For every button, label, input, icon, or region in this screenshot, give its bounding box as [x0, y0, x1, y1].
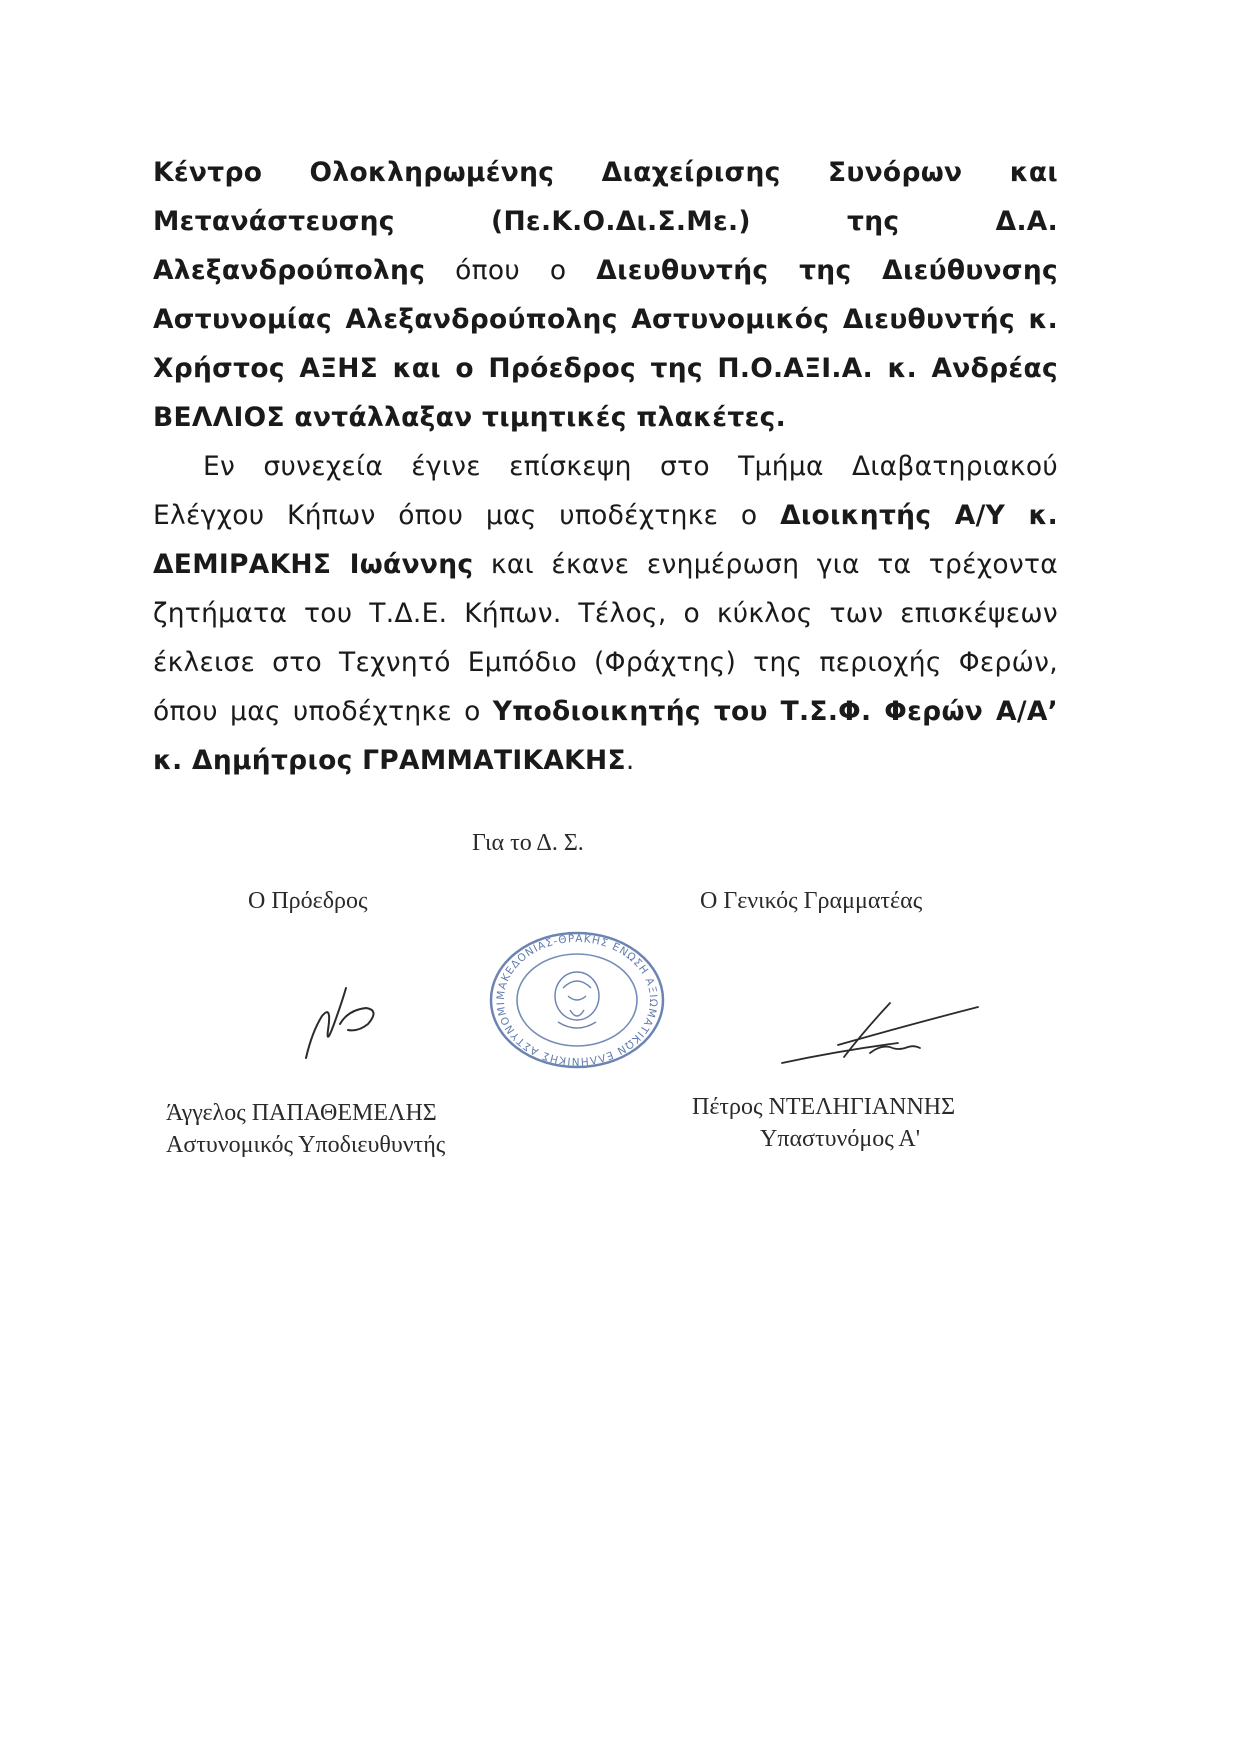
paragraph-1 [153, 148, 1058, 442]
para1-bold-2: Διευθυντής της Διεύθυνσης Αστυνομίας Αλεξανδρούπολης Αστυνομικός Διευθυντής κ. Χρήστος ΑΞΗΣ και ο Πρόεδρος της Π.Ο.ΑΞΙ.Α. κ. Ανδρέας ΒΕΛΛΙΟΣ αντάλλαξαν τιμητικές πλακέτες. [153, 255, 1058, 433]
right-signatory-rank: Υπαστυνόμος Α' [760, 1126, 921, 1152]
association-stamp [483, 921, 666, 1070]
para2-text-3: . [625, 745, 635, 776]
para2-bold-1: Διοικητής Α/Υ κ. ΔΕΜΙΡΑΚΗΣ Ιωάννης [153, 500, 1058, 580]
para2-text-2: και έκανε ενημέρωση για τα τρέχοντα ζητήματα του Τ.Δ.Ε. Κήπων. Τέλος, ο κύκλος των επισκέψεων έκλεισε στο Τεχνητό Εμπόδιο (Φράχτης) της περιοχής Φερών, όπου μας υποδέχτηκε ο [153, 549, 1059, 727]
left-signatory-name: Άγγελος ΠΑΠΑΘΕΜΕΛΗΣ [166, 1100, 437, 1126]
right-signatory-name: Πέτρος ΝΤΕΛΗΓΙΑΝΝΗΣ [692, 1094, 956, 1120]
left-signature-mark [288, 980, 408, 1070]
para1-text-1: όπου ο [425, 255, 597, 286]
para2-text-1: Εν συνεχεία έγινε επίσκεψη στο Τμήμα Διαβατηριακού Ελέγχου Κήπων όπου μας υποδέχτηκε ο [153, 451, 1058, 531]
stamp-text: ΜΑΚΕΔΟΝΙΑΣ-ΘΡΑΚΗΣ ΕΝΩΣΗ ΑΞΙΩΜΑΤΙΚΩΝ ΕΛΛΗΝΙΚΗΣ ΑΣΤΥΝΟΜΙΑΣ [483, 921, 660, 1068]
paragraph-2 [153, 442, 1058, 785]
stamp-emblem-icon [555, 972, 599, 1028]
signature-heading: Για το Δ. Σ. [472, 830, 584, 856]
left-signatory-rank: Αστυνομικός Υποδιευθυντής [166, 1132, 446, 1158]
right-role: Ο Γενικός Γραμματέας [700, 888, 923, 914]
left-role: Ο Πρόεδρος [248, 888, 368, 914]
right-signature-mark [778, 995, 988, 1070]
para1-bold-1: Κέντρο Ολοκληρωμένης Διαχείρισης Συνόρων και Μετανάστευσης (Πε.Κ.Ο.Δι.Σ.Με.) της Δ.Α. Αλεξανδρούπολης [153, 157, 1058, 286]
para2-bold-2: Υποδιοικητής του Τ.Σ.Φ. Φερών Α/Α’ κ. Δημήτριος ΓΡΑΜΜΑΤΙΚΑΚΗΣ [153, 696, 1059, 776]
body-text [153, 148, 1058, 785]
